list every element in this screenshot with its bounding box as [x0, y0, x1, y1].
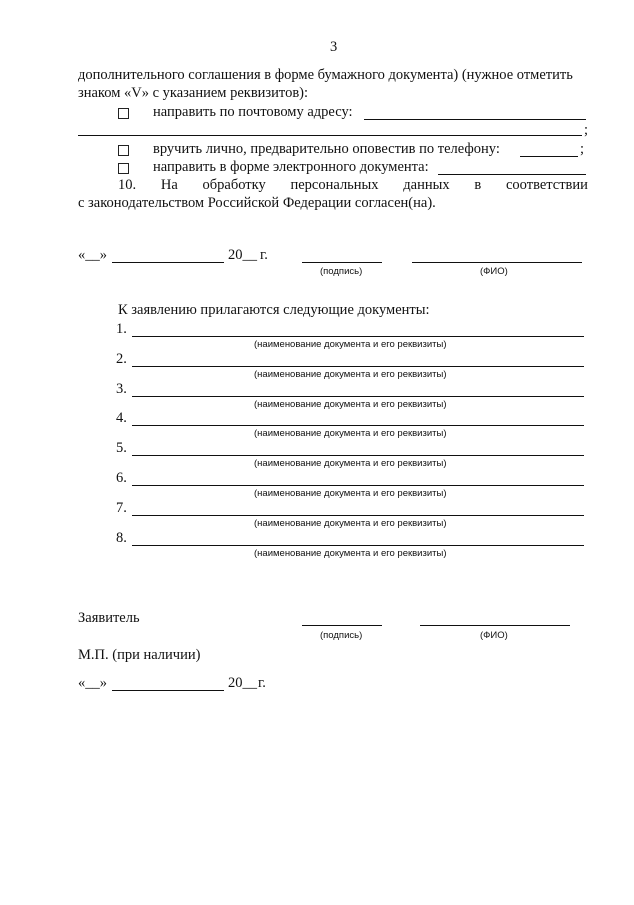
semicolon: ; [580, 141, 585, 157]
document-item-field[interactable] [132, 396, 584, 397]
checkbox-postal[interactable] [118, 108, 129, 119]
document-item-caption: (наименование документа и его реквизиты) [254, 369, 447, 380]
applicant-label: Заявитель [78, 610, 140, 626]
document-item-caption: (наименование документа и его реквизиты) [254, 428, 447, 439]
document-item-caption: (наименование документа и его реквизиты) [254, 339, 447, 350]
fio-field-1[interactable] [412, 262, 582, 263]
document-item-caption: (наименование документа и его реквизиты) [254, 399, 447, 410]
consent-word: соответствии [505, 177, 588, 193]
document-item-field[interactable] [132, 425, 584, 426]
intro-line-1: дополнительного соглашения в форме бумажного документа) (нужное отметить [78, 67, 573, 83]
consent-line-2: с законодательством Российской Федерации согласен(на). [78, 195, 436, 211]
postal-address-field[interactable] [364, 119, 586, 120]
consent-line-1 [118, 176, 588, 194]
checkbox-in-person[interactable] [118, 145, 129, 156]
document-item-field[interactable] [132, 455, 584, 456]
date-suffix-2: г. [258, 675, 266, 691]
consent-word: данных [403, 177, 450, 193]
document-item-number: 2. [116, 351, 127, 367]
document-item-caption: (наименование документа и его реквизиты) [254, 488, 447, 499]
document-item-number: 8. [116, 530, 127, 546]
stamp-label: М.П. (при наличии) [78, 647, 201, 663]
document-item-caption: (наименование документа и его реквизиты) [254, 518, 447, 529]
document-item-field[interactable] [132, 366, 584, 367]
document-item-field[interactable] [132, 336, 584, 337]
checkbox-electronic[interactable] [118, 163, 129, 174]
applicant-fio-caption: (ФИО) [480, 630, 508, 641]
intro-line-2: знаком «V» с указанием реквизитов): [78, 85, 309, 101]
date-open-1: «__» [78, 247, 107, 263]
applicant-signature-field[interactable] [302, 625, 382, 626]
semicolon: ; [584, 122, 589, 138]
date-month-field-2[interactable] [112, 690, 224, 691]
date-year-2: 20__ [228, 675, 257, 691]
document-item-number: 6. [116, 470, 127, 486]
document-item-number: 3. [116, 381, 127, 397]
date-year-1: 20__ [228, 247, 257, 263]
date-suffix-1: г. [260, 247, 268, 263]
option-postal-label: направить по почтовому адресу: [153, 104, 353, 120]
date-open-2: «__» [78, 675, 107, 691]
option-in-person-label: вручить лично, предварительно оповестив по телефону: [153, 141, 500, 157]
signature-field-1[interactable] [302, 262, 382, 263]
consent-word: персональных [290, 177, 379, 193]
consent-number: 10. [118, 177, 137, 193]
documents-heading: К заявлению прилагаются следующие документы: [118, 302, 430, 318]
consent-word: в [474, 177, 482, 193]
consent-word: На [160, 177, 178, 193]
fio-caption-1: (ФИО) [480, 266, 508, 277]
electronic-field[interactable] [438, 174, 586, 175]
consent-word: обработку [202, 177, 266, 193]
document-item-number: 5. [116, 440, 127, 456]
phone-field[interactable] [520, 156, 578, 157]
document-item-caption: (наименование документа и его реквизиты) [254, 548, 447, 559]
document-item-caption: (наименование документа и его реквизиты) [254, 458, 447, 469]
document-item-field[interactable] [132, 515, 584, 516]
document-item-number: 1. [116, 321, 127, 337]
applicant-fio-field[interactable] [420, 625, 570, 626]
applicant-signature-caption: (подпись) [320, 630, 363, 641]
signature-caption-1: (подпись) [320, 266, 363, 277]
document-item-number: 4. [116, 410, 127, 426]
document-item-field[interactable] [132, 485, 584, 486]
option-electronic-label: направить в форме электронного документа: [153, 159, 429, 175]
document-item-field[interactable] [132, 545, 584, 546]
document-item-number: 7. [116, 500, 127, 516]
date-month-field-1[interactable] [112, 262, 224, 263]
postal-address-field-continued[interactable] [78, 135, 582, 136]
page-number: 3 [330, 39, 338, 55]
